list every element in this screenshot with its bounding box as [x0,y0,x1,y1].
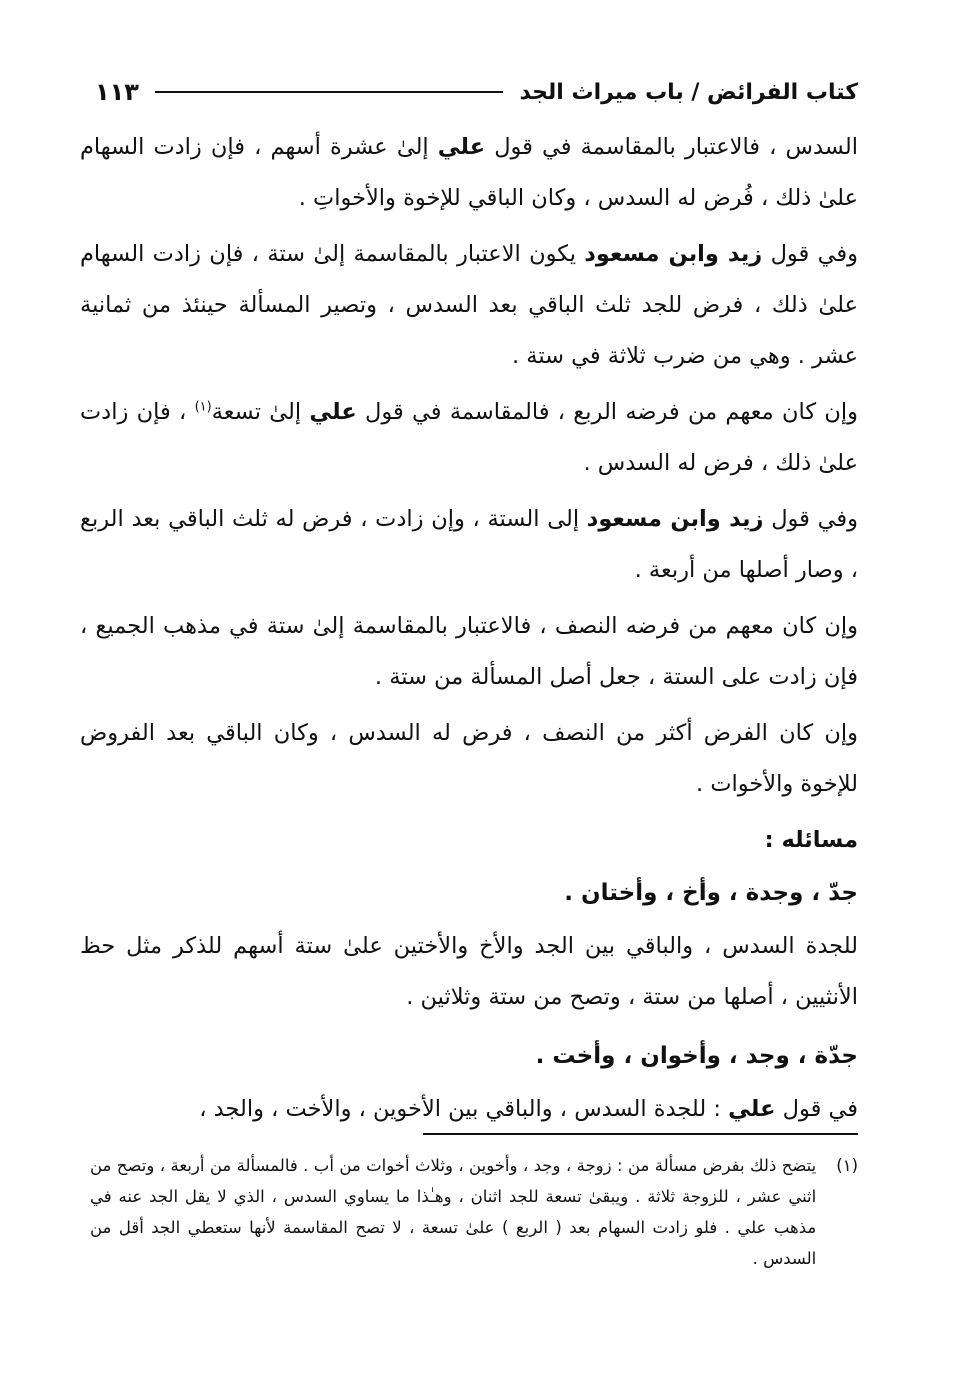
footnote [90,1150,858,1274]
page-number: ١١٣ [95,78,139,106]
bold-name: زيد وابن مسعود [584,241,763,267]
text-run: إلىٰ عشرة أسهم ، فإن زادت السهام علىٰ ذلك ، فُرض له السدس ، وكان الباقي للإخوة والأخواتِ . [80,134,858,211]
case-1-text: للجدة السدس ، والباقي بين الجد والأخ والأختين علىٰ ستة أسهم للذكر مثل حظ الأنثيين ، أصلها من ستة ، وتصح من ستة وثلاثين . [80,933,858,1010]
text-run: وفي قول [762,241,859,267]
paragraph-2 [80,229,858,382]
text-run: يكون الاعتبار بالمقاسمة إلىٰ ستة ، فإن زادت السهام علىٰ ذلك ، فرض للجد ثلث الباقي بعد السدس ، وتصير المسألة حينئذ من ثمانية عشر . وهي من ضرب ثلاثة في ستة . [80,241,858,369]
bold-name: علي [437,134,486,160]
paragraph-6 [80,708,858,810]
bold-name: علي [309,399,357,425]
page-header [95,72,858,112]
text-run: وإن كان معهم من فرضه النصف ، فالاعتبار بالمقاسمة إلىٰ ستة في مذهب الجميع ، فإن زادت على الستة ، جعل أصل المسألة من ستة . [80,613,858,690]
footnote-reference[interactable]: (١) [194,399,212,415]
running-title: كتاب الفرائض / باب ميراث الجد [519,79,858,105]
paragraph-4 [80,494,858,596]
text-run: وإن كان معهم من فرضه الربع ، فالمقاسمة في قول [356,399,858,425]
text-run: وإن كان الفرض أكثر من النصف ، فرض له السدس ، وكان الباقي بعد الفروض للإخوة والأخوات . [80,720,858,797]
paragraph-3 [80,387,858,489]
footnote-separator [423,1133,858,1135]
text-run: : للجدة السدس ، والباقي بين الأخوين ، والأخت ، والجد ، [199,1096,729,1122]
text-run: إلى الستة ، وإن زادت ، فرض له ثلث الباقي بعد الربع ، وصار أصلها من أربعة . [80,506,858,583]
bold-name: زيد وابن مسعود [586,506,764,532]
bold-name: علي [728,1096,776,1122]
text-run: السدس ، فالاعتبار بالمقاسمة في قول [485,134,858,160]
masail-heading: مسائله : [764,827,858,853]
text-run: وفي قول [763,506,859,532]
case-1-title: جدّ ، وجدة ، وأخ ، وأختان . [564,880,858,906]
header-rule [155,91,504,93]
main-text [80,122,858,1140]
text-run: ، فإن زادت علىٰ ذلك ، فرض له السدس . [80,399,858,476]
text-run: إلىٰ تسعة [211,399,310,425]
footnote-marker: (١) [836,1156,858,1175]
case-2-title: جدّة ، وجد ، وأخوان ، وأخت . [535,1043,858,1069]
text-run: في قول [775,1096,858,1122]
case-2-text [80,1084,858,1135]
footnote-text: يتضح ذلك بفرض مسألة من : زوجة ، وجد ، وأخوين ، وثلاث أخوات من أب . فالمسألة من أربعة ، وتصح من اثني عشر ، للزوجة ثلاثة . ويبقىٰ تسعة للجد اثنان ، وهـٰذا ما يساوي السدس ، الذي لا يقل الجد عنه في مذهب علي . فلو زادت السهام بعد ( الربع ) علىٰ تسعة ، لا تصح المقاسمة لأنها ستعطي الجد أقل من السدس . [90,1156,817,1268]
paragraph-5 [80,601,858,703]
paragraph-1 [80,122,858,224]
